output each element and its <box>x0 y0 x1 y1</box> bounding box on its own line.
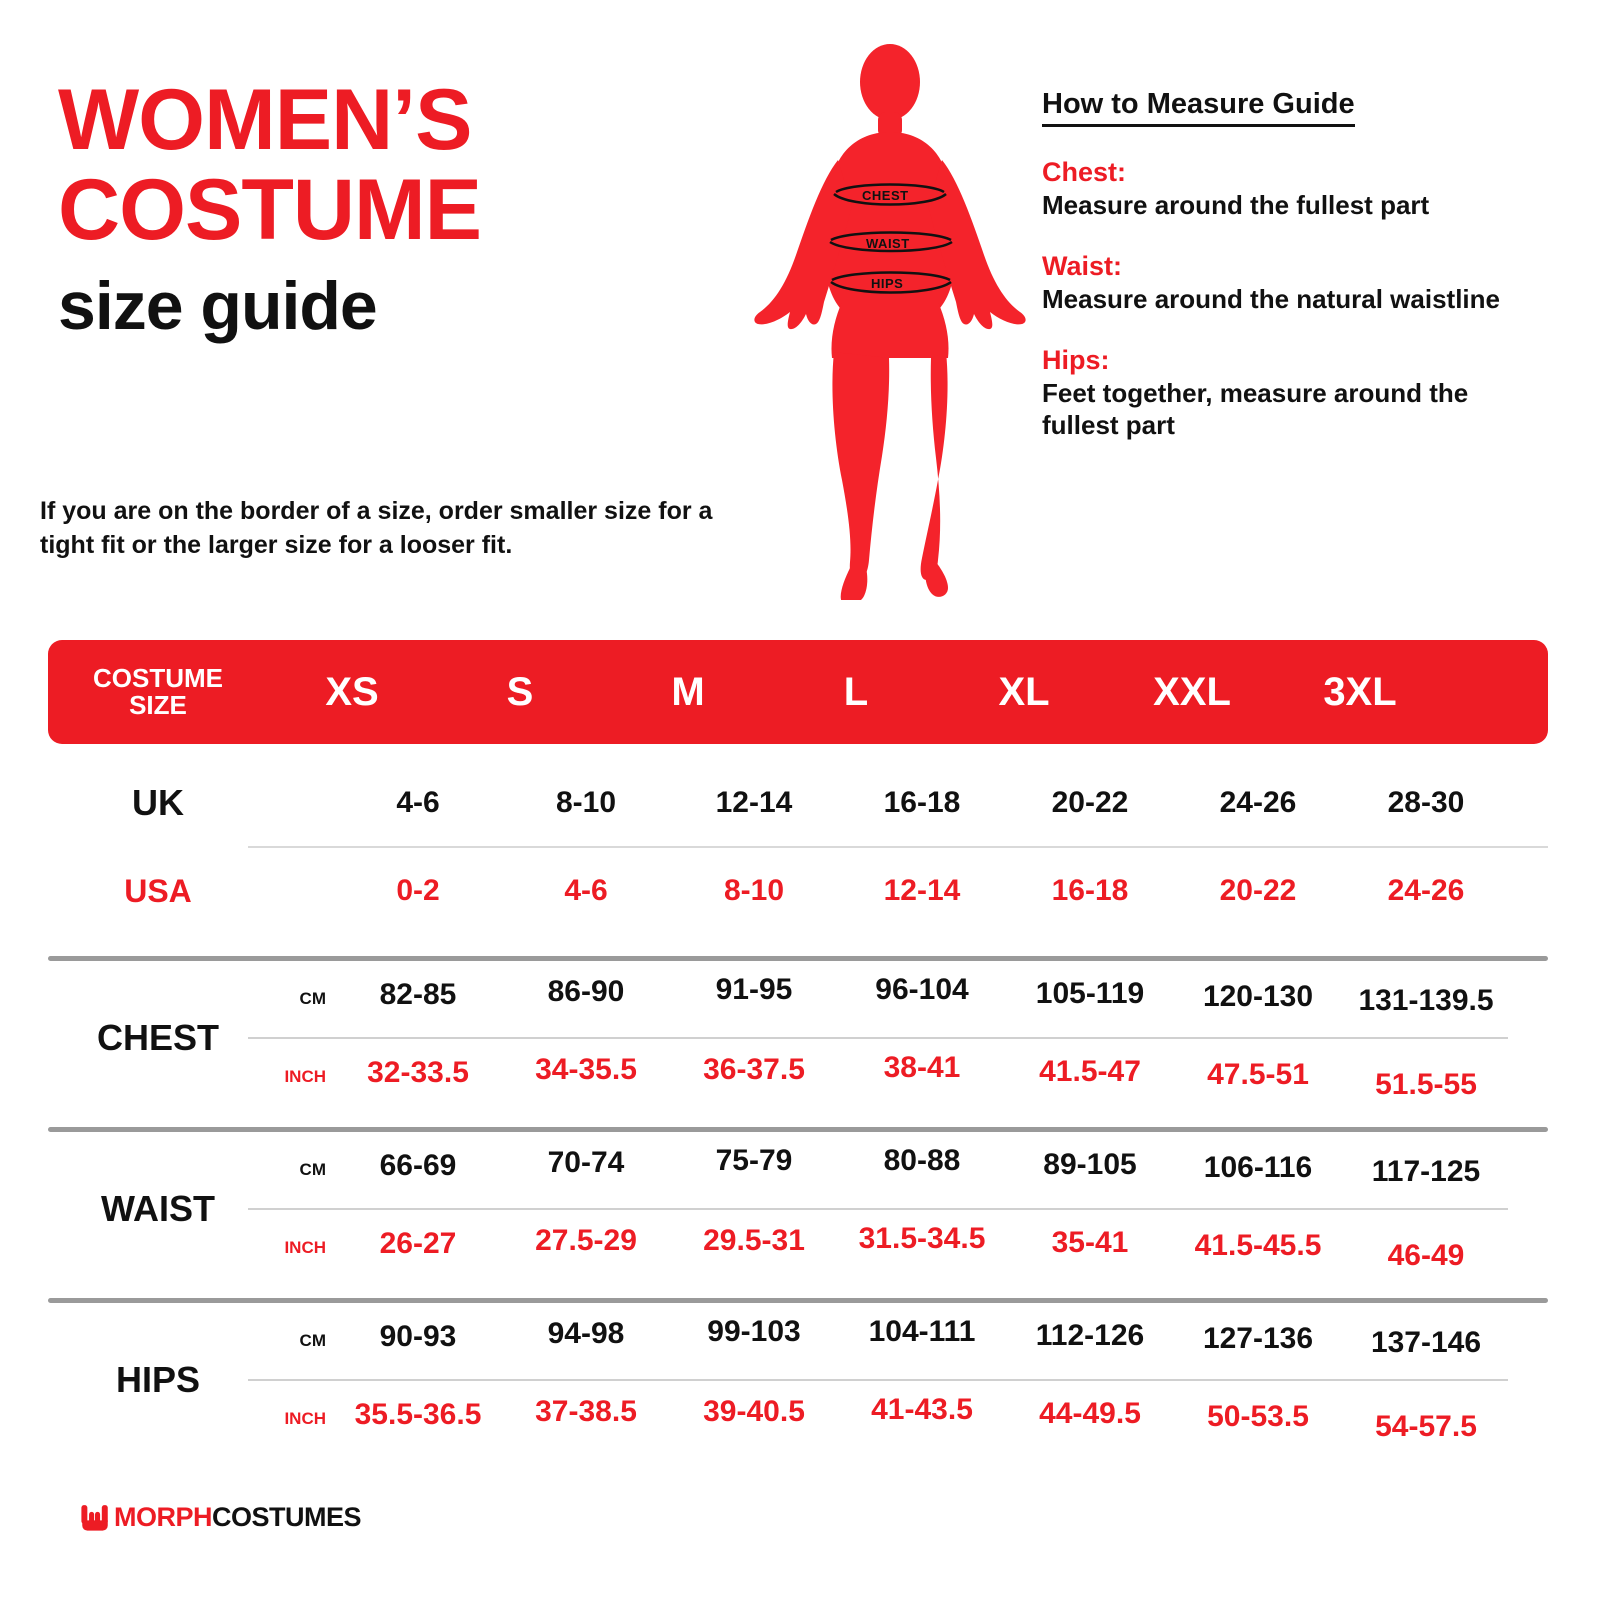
usa-xxl: 20-22 <box>1219 874 1297 907</box>
group-label-chest: CHEST <box>96 1017 219 1058</box>
chest-inch-row <box>48 1039 1548 1115</box>
chest-cm-3xl: 131-139.5 <box>1358 984 1494 1017</box>
usa-s: 4-6 <box>564 874 608 907</box>
chest-cm-s: 86-90 <box>547 975 625 1008</box>
waist-cm-row <box>48 1132 1548 1208</box>
hips-inch-m: 39-40.5 <box>703 1395 805 1428</box>
hips-inch-row <box>48 1381 1548 1457</box>
guide-item-hips-label: Hips: <box>1042 345 1110 376</box>
body-silhouette-icon <box>730 40 1050 600</box>
waist-inch-xl: 35-41 <box>1051 1226 1129 1259</box>
hips-inch-s: 37-38.5 <box>535 1395 637 1428</box>
chest-cm-l: 96-104 <box>875 973 969 1006</box>
guide-item-waist <box>1042 251 1522 315</box>
hips-inch-xs: 35.5-36.5 <box>354 1398 482 1431</box>
page-title-line1: WOMEN’S <box>58 72 472 168</box>
chest-inch-xs: 32-33.5 <box>367 1056 469 1089</box>
chest-cm-xxl: 120-130 <box>1202 980 1314 1013</box>
table-group-hips <box>48 1303 1548 1457</box>
waist-band-label: WAIST <box>866 236 910 251</box>
waist-inch-l: 31.5-34.5 <box>858 1222 986 1255</box>
uk-xs: 4-6 <box>396 786 440 819</box>
chest-cm-row <box>48 961 1548 1037</box>
uk-l: 16-18 <box>883 786 961 819</box>
guide-item-hips <box>1042 345 1522 440</box>
table-group-chest <box>48 961 1548 1115</box>
waist-inch-unit: INCH <box>284 1238 326 1257</box>
header-size-xl: XL <box>998 669 1050 714</box>
hips-cm-m: 99-103 <box>707 1315 801 1348</box>
uk-3xl: 28-30 <box>1387 786 1465 819</box>
chest-band-label: CHEST <box>862 188 909 203</box>
waist-cm-xxl: 106-116 <box>1203 1151 1313 1184</box>
chest-inch-s: 34-35.5 <box>535 1053 637 1086</box>
waist-inch-3xl: 46-49 <box>1387 1239 1465 1272</box>
chest-inch-xxl: 47.5-51 <box>1207 1058 1309 1091</box>
guide-item-waist-text: Measure around the natural waistline <box>1042 284 1500 315</box>
waist-inch-s: 27.5-29 <box>535 1224 637 1257</box>
usa-3xl: 24-26 <box>1387 874 1465 907</box>
header-size-m: M <box>671 669 705 714</box>
waist-cm-unit: CM <box>299 1160 326 1179</box>
page-subtitle: size guide <box>58 267 377 344</box>
row-label-usa: USA <box>124 872 192 909</box>
table-group-waist <box>48 1132 1548 1286</box>
waist-inch-xs: 26-27 <box>379 1227 457 1260</box>
hips-cm-row <box>48 1303 1548 1379</box>
hips-inch-l: 41-43.5 <box>871 1393 973 1426</box>
chest-inch-xl: 41.5-47 <box>1039 1055 1141 1088</box>
header-size-xs: XS <box>325 669 379 714</box>
hips-inch-unit: INCH <box>284 1409 326 1428</box>
uk-xxl: 24-26 <box>1219 786 1297 819</box>
guide-item-chest-text: Measure around the fullest part <box>1042 190 1430 220</box>
header-size-xxl: XXL <box>1153 669 1231 714</box>
chest-inch-m: 36-37.5 <box>703 1053 805 1086</box>
chest-cm-m: 91-95 <box>715 973 793 1006</box>
guide-title: How to Measure Guide <box>1042 88 1355 127</box>
waist-cm-xs: 66-69 <box>379 1149 457 1182</box>
waist-inch-m: 29.5-31 <box>703 1224 805 1257</box>
chest-cm-xs: 82-85 <box>379 978 457 1011</box>
waist-cm-m: 75-79 <box>715 1144 793 1177</box>
hips-inch-xl: 44-49.5 <box>1039 1397 1141 1430</box>
chest-inch-unit: INCH <box>284 1067 326 1086</box>
uk-m: 12-14 <box>715 786 793 819</box>
header-size-3xl: 3XL <box>1323 669 1397 714</box>
row-label-uk: UK <box>132 782 184 823</box>
brand-logo <box>78 1500 361 1534</box>
female-body-figure <box>730 40 1050 600</box>
hips-cm-xs: 90-93 <box>379 1320 457 1353</box>
header-size-l: L <box>843 669 869 714</box>
uk-s: 8-10 <box>555 786 617 819</box>
table-row-usa <box>48 848 1548 934</box>
size-table <box>48 640 1548 1457</box>
table-corner-label-line2: SIZE <box>129 690 187 720</box>
hips-cm-xxl: 127-136 <box>1202 1322 1314 1355</box>
header-size-s: S <box>506 669 534 714</box>
usa-xl: 16-18 <box>1051 874 1129 907</box>
waist-cm-l: 80-88 <box>883 1144 961 1177</box>
usa-l: 12-14 <box>883 874 961 907</box>
waist-inch-row <box>48 1210 1548 1286</box>
table-header-row <box>48 640 1548 744</box>
hips-cm-3xl: 137-146 <box>1370 1326 1482 1359</box>
title-block <box>58 72 718 345</box>
logo-text-morph: MORPH <box>114 1501 212 1532</box>
chest-inch-l: 38-41 <box>883 1051 961 1084</box>
chest-inch-3xl: 51.5-55 <box>1375 1068 1477 1101</box>
hips-inch-3xl: 54-57.5 <box>1375 1410 1477 1443</box>
waist-cm-3xl: 117-125 <box>1371 1155 1481 1188</box>
guide-item-waist-label: Waist: <box>1042 251 1122 282</box>
page-title-line2: COSTUME <box>58 162 481 259</box>
waist-cm-xl: 89-105 <box>1043 1148 1137 1181</box>
waist-inch-xxl: 41.5-45.5 <box>1194 1229 1322 1262</box>
hips-cm-xl: 112-126 <box>1035 1319 1145 1352</box>
how-to-measure-guide <box>1042 88 1522 441</box>
rock-hand-icon <box>78 1500 112 1534</box>
hips-cm-s: 94-98 <box>547 1317 625 1350</box>
hips-inch-xxl: 50-53.5 <box>1207 1400 1309 1433</box>
chest-cm-unit: CM <box>299 989 326 1008</box>
chest-cm-xl: 105-119 <box>1035 977 1145 1010</box>
uk-xl: 20-22 <box>1051 786 1129 819</box>
guide-item-chest <box>1042 157 1522 221</box>
logo-text <box>114 1502 361 1533</box>
hips-cm-l: 104-111 <box>868 1315 976 1348</box>
hips-band-label: HIPS <box>871 276 904 291</box>
table-corner-label <box>48 662 268 720</box>
guide-item-chest-label: Chest: <box>1042 157 1127 187</box>
group-label-hips: HIPS <box>115 1359 201 1400</box>
logo-text-costumes: COSTUMES <box>212 1501 362 1532</box>
table-corner-label-line1: COSTUME <box>93 662 223 693</box>
usa-m: 8-10 <box>723 874 785 907</box>
usa-xs: 0-2 <box>396 874 440 907</box>
sizing-note: If you are on the border of a size, order smaller size for a tight fit or the larger size for a looser fit. <box>40 497 713 559</box>
group-label-waist: WAIST <box>101 1188 215 1229</box>
table-row-uk <box>48 760 1548 846</box>
hips-cm-unit: CM <box>299 1331 326 1350</box>
waist-cm-s: 70-74 <box>547 1146 625 1179</box>
guide-item-hips-text: Feet together, measure around the fullest part <box>1042 378 1469 440</box>
